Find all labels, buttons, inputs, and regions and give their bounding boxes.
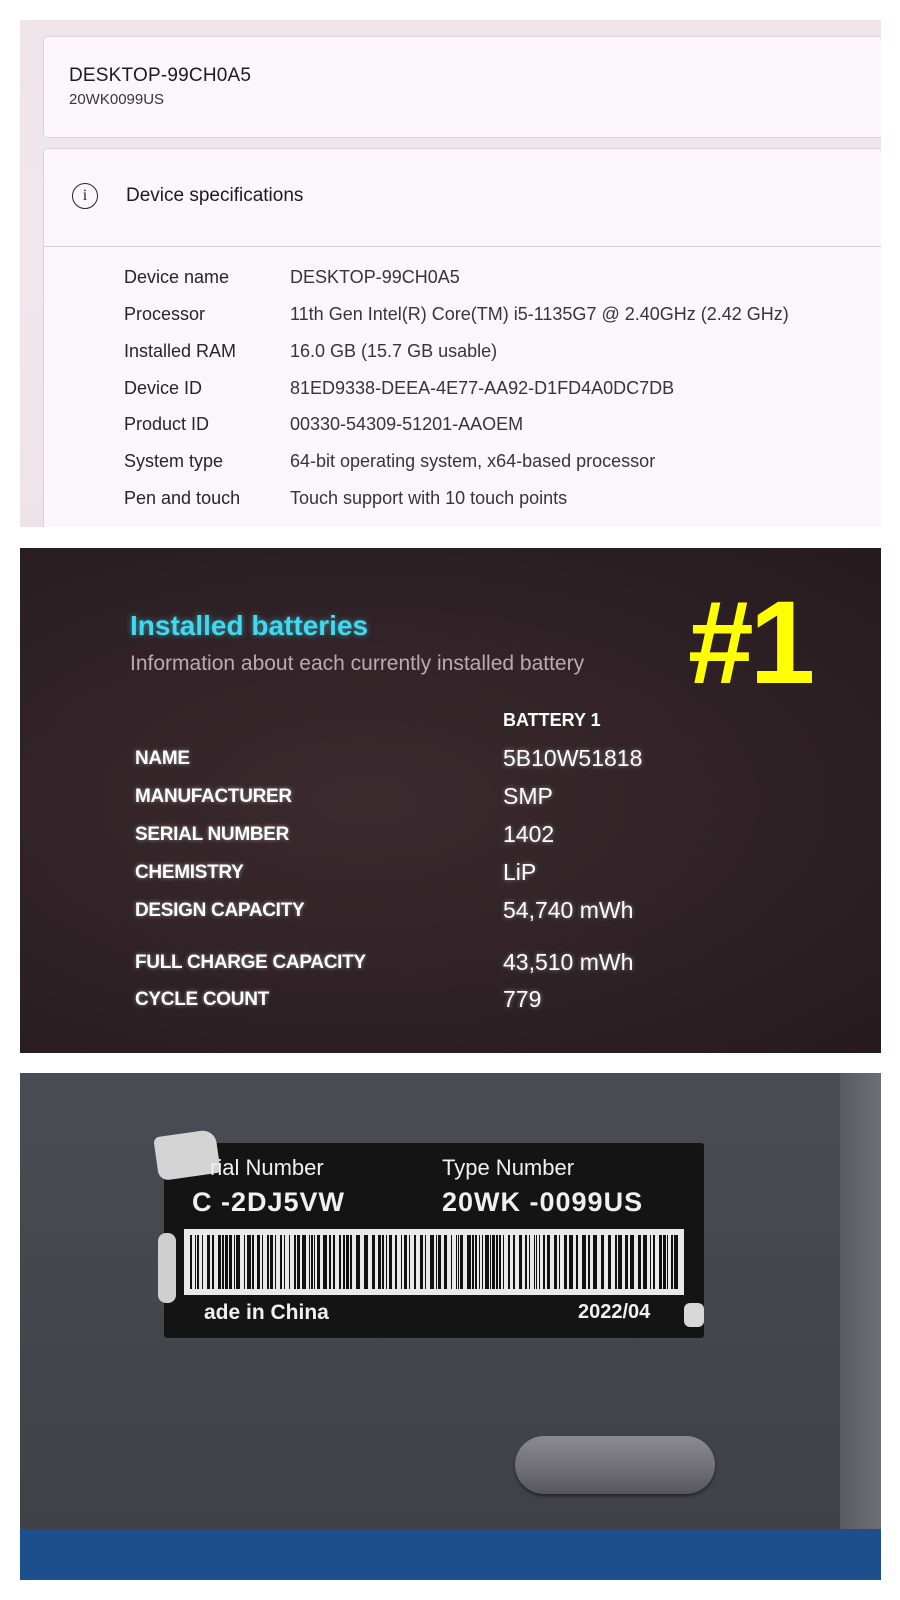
battery-row-serial-number xyxy=(20,821,881,858)
spec-row-device-name xyxy=(44,267,881,297)
battery-report-photo xyxy=(20,548,881,1053)
barcode-bar xyxy=(525,1235,527,1289)
barcode-bar xyxy=(425,1235,426,1289)
barcode-bar xyxy=(659,1235,662,1289)
barcode-bar xyxy=(438,1235,441,1289)
barcode-bar xyxy=(212,1235,214,1289)
barcode-bar xyxy=(244,1235,245,1289)
barcode-bar xyxy=(218,1235,221,1289)
barcode-bar xyxy=(234,1235,235,1289)
spec-row-pen-and-touch xyxy=(44,488,881,518)
barcode-bar xyxy=(323,1235,327,1289)
barcode-bar xyxy=(559,1235,560,1289)
barcode-bar xyxy=(608,1235,611,1289)
battery-label: CHEMISTRY xyxy=(135,862,244,883)
battery-row-name xyxy=(20,745,881,782)
barcode-bar xyxy=(508,1235,510,1289)
info-circle-icon: i xyxy=(72,183,98,209)
barcode-bar xyxy=(270,1235,273,1289)
laptop-bottom-sticker-photo xyxy=(20,1073,881,1580)
barcode-bar xyxy=(496,1235,498,1289)
barcode xyxy=(184,1229,684,1295)
barcode-bar xyxy=(386,1235,387,1289)
spec-label: Processor xyxy=(124,304,206,324)
chassis-edge xyxy=(840,1073,881,1529)
spec-label: Device name xyxy=(124,267,230,287)
spec-label: System type xyxy=(124,451,224,471)
barcode-bar xyxy=(529,1235,530,1289)
barcode-bar xyxy=(554,1235,557,1289)
battery-label: MANUFACTURER xyxy=(135,786,292,807)
serial-label-sticker xyxy=(164,1143,704,1338)
spec-row-processor xyxy=(44,304,881,334)
spec-value: Touch support with 10 touch points xyxy=(290,488,568,508)
barcode-bar xyxy=(663,1235,666,1289)
barcode-bar xyxy=(564,1235,567,1289)
barcode-bar xyxy=(225,1235,228,1289)
barcode-bar xyxy=(343,1235,345,1289)
barcode-bar xyxy=(236,1235,240,1289)
barcode-bar xyxy=(297,1235,300,1289)
barcode-bar xyxy=(222,1235,224,1289)
device-card xyxy=(43,36,881,138)
device-title: DESKTOP-99CH0A5 xyxy=(69,65,252,86)
spec-row-system-type xyxy=(44,451,881,481)
barcode-bar xyxy=(329,1235,331,1289)
spec-value: 64-bit operating system, x64-based processor xyxy=(290,451,656,471)
battery-column-header: BATTERY 1 xyxy=(503,710,601,730)
barcode-bar xyxy=(582,1235,586,1289)
spec-row-device-id xyxy=(44,378,881,408)
spec-value: DESKTOP-99CH0A5 xyxy=(290,267,460,287)
battery-label: SERIAL NUMBER xyxy=(135,824,290,845)
barcode-bar xyxy=(401,1235,402,1289)
barcode-bar xyxy=(475,1235,477,1289)
barcode-bar xyxy=(671,1235,673,1289)
barcode-bar xyxy=(576,1235,578,1289)
barcode-bar xyxy=(650,1235,651,1289)
serial-number-value: C -2DJ5VW xyxy=(192,1187,346,1217)
barcode-bar xyxy=(302,1235,306,1289)
barcode-bar xyxy=(674,1235,678,1289)
photo-number-badge: #1 xyxy=(688,577,812,709)
battery-value: 43,510 mWh xyxy=(503,949,634,975)
barcode-bar xyxy=(543,1235,545,1289)
barcode-bar xyxy=(615,1235,617,1289)
barcode-bar xyxy=(414,1235,416,1289)
barcode-bar xyxy=(350,1235,352,1289)
battery-value: 779 xyxy=(503,986,542,1012)
barcode-bar xyxy=(389,1235,392,1289)
barcode-bar xyxy=(309,1235,310,1289)
spec-value: 11th Gen Intel(R) Core(TM) i5-1135G7 @ 2.40GHz (2.42 GHz) xyxy=(290,304,789,324)
manufacture-date: 2022/04 xyxy=(578,1301,651,1323)
barcode-bar xyxy=(378,1235,381,1289)
barcode-bar xyxy=(339,1235,341,1289)
barcode-bar xyxy=(289,1235,290,1289)
barcode-bar xyxy=(190,1235,192,1289)
barcode-bar xyxy=(482,1235,483,1289)
spec-label: Pen and touch xyxy=(124,488,241,508)
barcode-bar xyxy=(311,1235,313,1289)
barcode-bar xyxy=(472,1235,474,1289)
blue-surface xyxy=(20,1529,881,1580)
barcode-bar xyxy=(593,1235,597,1289)
barcode-bar xyxy=(267,1235,269,1289)
barcode-bar xyxy=(284,1235,285,1289)
barcode-bar xyxy=(467,1235,471,1289)
battery-label: NAME xyxy=(135,748,190,769)
barcode-bar xyxy=(294,1235,296,1289)
device-specifications-header[interactable] xyxy=(44,149,881,247)
barcode-bar xyxy=(513,1235,515,1289)
battery-label: DESIGN CAPACITY xyxy=(135,900,305,921)
spec-value: 16.0 GB (15.7 GB usable) xyxy=(290,341,498,361)
spec-row-installed-ram xyxy=(44,341,881,371)
battery-row-manufacturer xyxy=(20,783,881,820)
battery-value: 5B10W51818 xyxy=(503,745,643,771)
barcode-bar xyxy=(458,1235,459,1289)
device-model: 20WK0099US xyxy=(69,91,165,108)
battery-value: LiP xyxy=(503,859,537,885)
type-number-value: 20WK -0099US xyxy=(442,1187,644,1217)
device-specifications-title: Device specifications xyxy=(126,185,304,206)
spec-value: 00330-54309-51201-AAOEM xyxy=(290,414,524,434)
barcode-bar xyxy=(490,1235,491,1289)
barcode-bar xyxy=(539,1235,540,1289)
barcode-bar xyxy=(364,1235,368,1289)
spec-row-product-id xyxy=(44,414,881,444)
barcode-bar xyxy=(569,1235,573,1289)
barcode-bar xyxy=(314,1235,315,1289)
barcode-bar xyxy=(588,1235,590,1289)
barcode-bar xyxy=(519,1235,522,1289)
installed-batteries-subtitle: Information about each currently installed battery xyxy=(130,652,585,675)
barcode-bar xyxy=(436,1235,437,1289)
barcode-bar xyxy=(280,1235,282,1289)
barcode-bar xyxy=(630,1235,634,1289)
installed-batteries-title: Installed batteries xyxy=(130,610,369,641)
barcode-bar xyxy=(534,1235,535,1289)
spec-label: Installed RAM xyxy=(124,341,237,361)
battery-value: 1402 xyxy=(503,821,555,847)
barcode-bar xyxy=(262,1235,263,1289)
about-settings-photo xyxy=(20,20,881,527)
barcode-bar xyxy=(197,1235,199,1289)
made-in-label: ade in China xyxy=(204,1301,329,1324)
barcode-bar xyxy=(195,1235,196,1289)
battery-label: FULL CHARGE CAPACITY xyxy=(135,952,366,973)
barcode-bar xyxy=(247,1235,251,1289)
barcode-bar xyxy=(667,1235,668,1289)
peeled-edge xyxy=(158,1233,176,1303)
barcode-bar xyxy=(317,1235,320,1289)
battery-row-cycle-count xyxy=(20,986,881,1023)
barcode-bar xyxy=(536,1235,537,1289)
barcode-bar xyxy=(444,1235,447,1289)
rubber-foot xyxy=(515,1436,715,1494)
barcode-bar xyxy=(460,1235,463,1289)
barcode-bar xyxy=(275,1235,276,1289)
barcode-bar xyxy=(257,1235,260,1289)
barcode-bar xyxy=(252,1235,254,1289)
spec-value: 81ED9338-DEEA-4E77-AA92-D1FD4A0DC7DB xyxy=(290,378,675,398)
peeled-edge xyxy=(684,1303,704,1327)
barcode-bar xyxy=(625,1235,628,1289)
barcode-bar xyxy=(229,1235,232,1289)
battery-value: 54,740 mWh xyxy=(503,897,634,923)
battery-row-design-capacity xyxy=(20,897,881,934)
barcode-bar xyxy=(333,1235,335,1289)
serial-number-label: rial Number xyxy=(210,1155,324,1180)
barcode-bar xyxy=(395,1235,397,1289)
barcode-bar xyxy=(409,1235,410,1289)
type-number-label: Type Number xyxy=(442,1155,575,1180)
battery-value: SMP xyxy=(503,783,553,809)
barcode-bar xyxy=(601,1235,604,1289)
barcode-bar xyxy=(547,1235,550,1289)
barcode-bar xyxy=(382,1235,384,1289)
barcode-bar xyxy=(404,1235,407,1289)
barcode-bar xyxy=(643,1235,647,1289)
barcode-bar xyxy=(485,1235,489,1289)
barcode-bar xyxy=(207,1235,210,1289)
barcode-bar xyxy=(372,1235,375,1289)
barcode-bar xyxy=(456,1235,457,1289)
device-specifications-card xyxy=(43,148,881,527)
barcode-bar xyxy=(451,1235,452,1289)
battery-row-chemistry xyxy=(20,859,881,896)
barcode-bar xyxy=(356,1235,360,1289)
barcode-bar xyxy=(430,1235,434,1289)
spec-label: Product ID xyxy=(124,414,210,434)
barcode-bars xyxy=(190,1235,678,1289)
battery-row-full-charge-capacity xyxy=(20,949,881,986)
barcode-bar xyxy=(346,1235,349,1289)
barcode-bar xyxy=(492,1235,495,1289)
barcode-bar xyxy=(638,1235,641,1289)
spec-label: Device ID xyxy=(124,378,203,398)
barcode-bar xyxy=(653,1235,655,1289)
battery-label: CYCLE COUNT xyxy=(135,989,269,1010)
barcode-bar xyxy=(618,1235,622,1289)
barcode-bar xyxy=(420,1235,423,1289)
barcode-bar xyxy=(202,1235,203,1289)
barcode-bar xyxy=(503,1235,504,1289)
barcode-bar xyxy=(499,1235,501,1289)
barcode-bar xyxy=(479,1235,480,1289)
